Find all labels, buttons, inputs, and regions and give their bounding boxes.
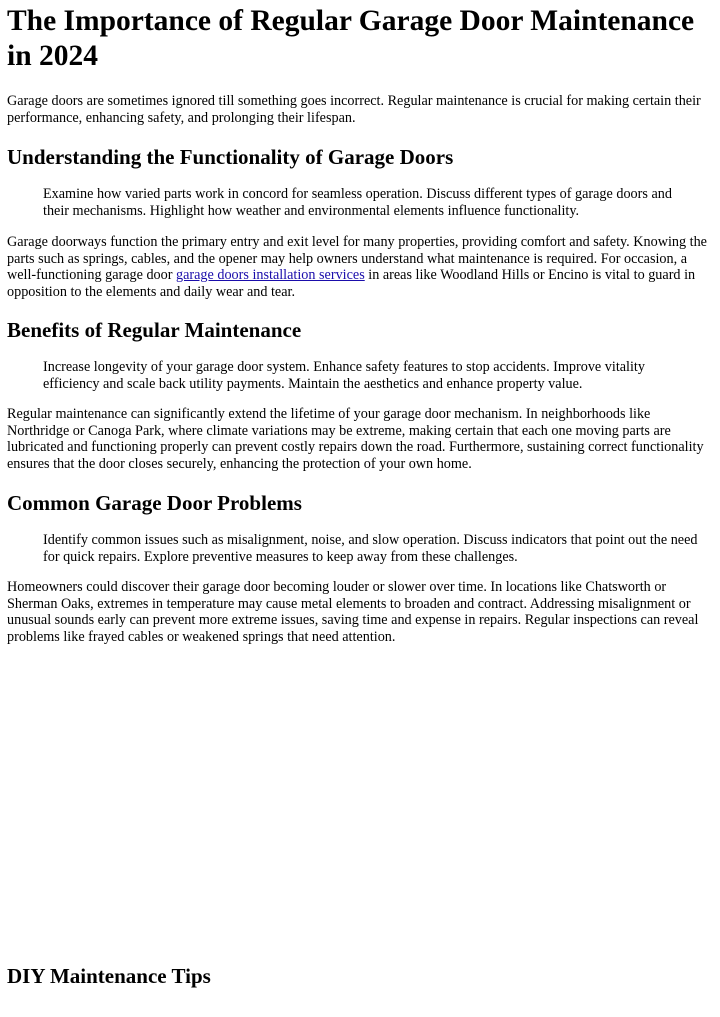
garage-doors-installation-link[interactable]: garage doors installation services <box>176 267 365 283</box>
section-summary-problems: Identify common issues such as misalignment, noise, and slow operation. Discuss indicators that point out the need for quick repairs. Explore preventive measures to keep away from these challenges. <box>43 532 698 565</box>
section-heading-benefits: Benefits of Regular Maintenance <box>7 318 302 342</box>
body-text-after-link: in areas like Woodland Hills or Encino is vital to guard in opposition to the elements and daily wear and tear. <box>7 267 696 300</box>
section-heading-problems: Common Garage Door Problems <box>7 491 302 515</box>
section-summary-benefits: Increase longevity of your garage door system. Enhance safety features to stop accidents. Improve vitality efficiency and scale back utility payments. Maintain the aesthetics and enhance property value. <box>43 359 645 392</box>
section-heading-diy: DIY Maintenance Tips <box>7 964 211 988</box>
section-body-functionality <box>7 234 713 300</box>
page-title: The Importance of Regular Garage Door Maintenance in 2024 <box>7 5 695 72</box>
section-summary-functionality: Examine how varied parts work in concord for seamless operation. Discuss different types of garage doors and their mechanisms. Highlight how weather and environmental elements influence functionality. <box>43 186 672 219</box>
section-body-benefits: Regular maintenance can significantly extend the lifetime of your garage door mechanism. In neighborhoods like Northridge or Canoga Park, where climate variations may be extreme, making certain that each one moving parts are lubricated and functioning properly can prevent costly repairs down the road. Furthermore, sustaining correct functionality ensures that the door closes securely, enhancing the protection of your own home. <box>7 406 704 472</box>
section-body-problems: Homeowners could discover their garage door becoming louder or slower over time. In locations like Chatsworth or Sherman Oaks, extremes in temperature may cause metal elements to broaden and contract. Addressing misalignment or unusual sounds early can prevent more extreme issues, saving time and expense in repairs. Regular inspections can reveal problems like frayed cables or weakened springs that need attention. <box>7 579 699 645</box>
intro-paragraph: Garage doors are sometimes ignored till something goes incorrect. Regular maintenance is crucial for making certain their performance, enhancing safety, and prolonging their lifespan. <box>7 93 701 126</box>
section-heading-functionality: Understanding the Functionality of Garage Doors <box>7 145 454 169</box>
body-text-before-link: Garage doorways function the primary entry and exit level for many properties, providing comfort and safety. Knowing the parts such as springs, cables, and the opener may help owners understand what maintenance is required. For occasion, a well-functioning garage door <box>7 234 707 283</box>
